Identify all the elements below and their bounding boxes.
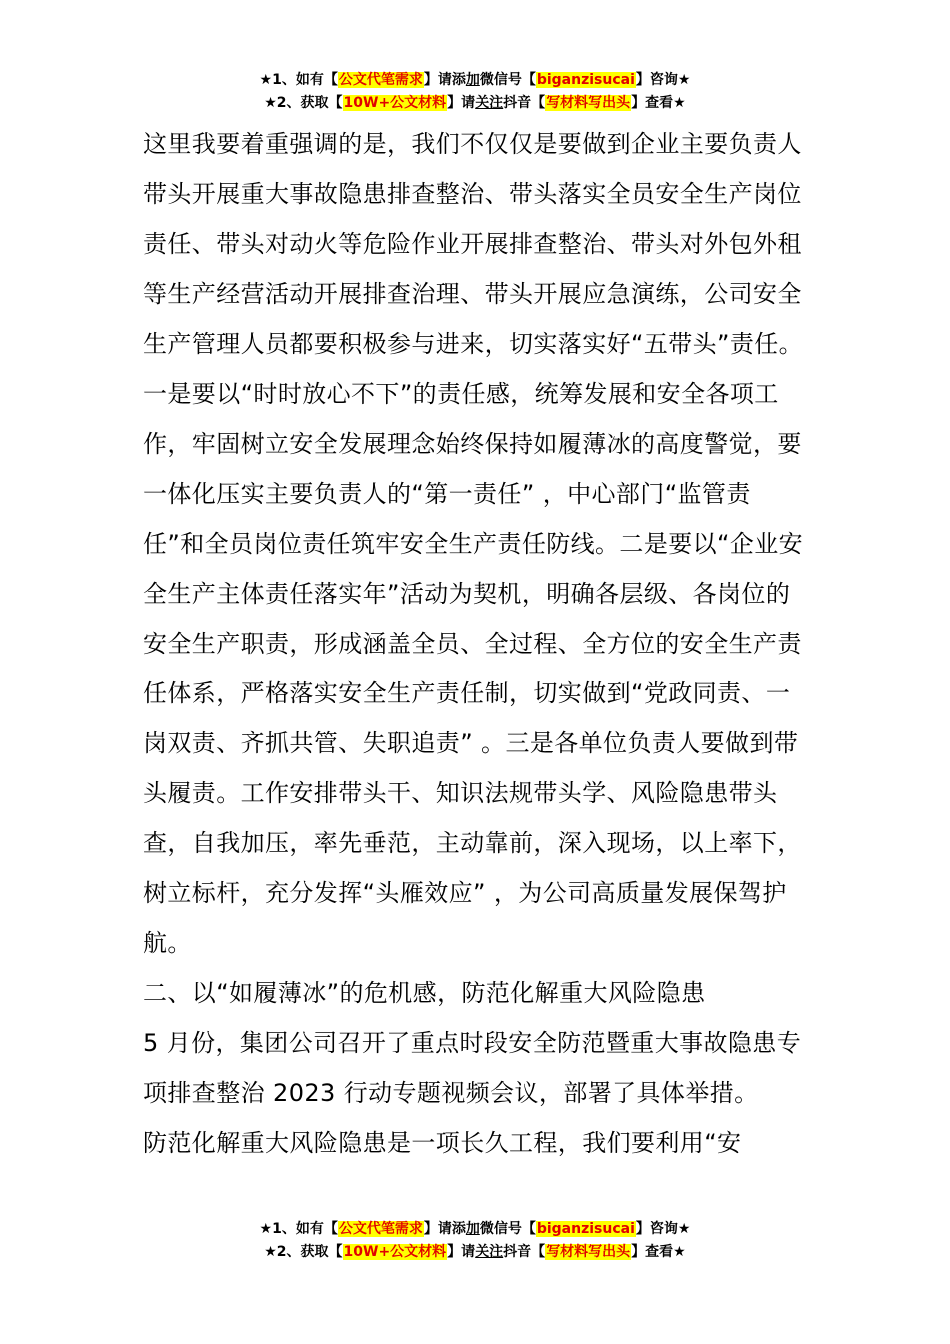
paragraph: 防范化解重大风险隐患是一项长久工程，我们要利用“安 — [143, 1129, 742, 1158]
banner-highlight: 公文代笔需求 — [338, 72, 423, 88]
banner-line-1 — [0, 69, 950, 92]
banner-text: ★2、获取【 — [264, 1244, 343, 1260]
banner-text: 】请添 — [423, 72, 466, 88]
banner-highlight: 10W+公文材料 — [343, 95, 447, 111]
banner-underlined: 加 — [465, 72, 480, 88]
banner-highlight: biganzisucai — [536, 1221, 635, 1237]
banner-text: 】咨询★ — [635, 72, 691, 88]
banner-line-1 — [0, 1218, 950, 1241]
banner-highlight: 写材料写出头 — [546, 95, 631, 111]
banner-text: 】咨询★ — [635, 1221, 691, 1237]
paragraph: 5 月份，集团公司召开了重点时段安全防范暨重大事故隐患专项排查整治 2023 行动专题视频会议，部署了具体举措。 — [143, 1029, 802, 1108]
banner-text: ★1、如有【 — [259, 72, 338, 88]
section-heading: 二、以“如履薄冰”的危机感，防范化解重大风险隐患 — [143, 979, 706, 1008]
banner-text: ★2、获取【 — [264, 95, 343, 111]
banner-text: 抖音【 — [503, 1244, 546, 1260]
banner-text: 】请添 — [423, 1221, 466, 1237]
banner-underlined: 关注 — [475, 1244, 504, 1260]
banner-text: 微信号【 — [479, 72, 536, 88]
banner-line-2 — [0, 1241, 950, 1264]
banner-highlight: 10W+公文材料 — [343, 1244, 447, 1260]
banner-highlight: 公文代笔需求 — [338, 1221, 423, 1237]
paragraph: 这里我要着重强调的是，我们不仅仅是要做到企业主要负责人带头开展重大事故隐患排查整治、带头落实全员安全生产岗位责任、带头对动火等危险作业开展排查整治、带头对外包外租等生产经营活动开展排查治理、带头开展应急演练，公司安全生产管理人员都要积极参与进来，切实落实好“五带头”责任。一是要以“时时放心不下”的责任感，统筹发展和安全各项工作，牢固树立安全发展理念始终保持如履薄冰的高度警觉，要一体化压实主要负责人的“第一责任” ，中心部门“监管责任”和全员岗位责任筑牢安全生产责任防线。二是要以“企业安全生产主体责任落实年”活动为契机，明确各层级、各岗位的安全生产职责，形成涵盖全员、全过程、全方位的安全生产责任体系，严格落实安全生产责任制，切实做到“党政同责、一岗双责、齐抓共管、失职追责” 。三是各单位负责人要做到带头履责。工作安排带头干、知识法规带头学、风险隐患带头查，自我加压，率先垂范，主动靠前，深入现场，以上率下，树立标杆，充分发挥“头雁效应” ，为公司高质量发展保驾护航。 — [143, 130, 804, 958]
banner-line-2 — [0, 92, 950, 115]
banner-highlight: 写材料写出头 — [546, 1244, 631, 1260]
banner-text: 】查看★ — [631, 1244, 686, 1260]
banner-text: 】查看★ — [631, 95, 686, 111]
banner-text: 】请 — [447, 95, 476, 111]
banner-text: ★1、如有【 — [259, 1221, 338, 1237]
banner-underlined: 关注 — [475, 95, 504, 111]
document-body — [143, 120, 811, 1169]
banner-highlight: biganzisucai — [536, 72, 635, 88]
header-banner — [0, 69, 950, 115]
banner-text: 微信号【 — [479, 1221, 536, 1237]
banner-text: 抖音【 — [503, 95, 546, 111]
banner-underlined: 加 — [465, 1221, 480, 1237]
banner-text: 】请 — [447, 1244, 476, 1260]
footer-banner — [0, 1218, 950, 1264]
